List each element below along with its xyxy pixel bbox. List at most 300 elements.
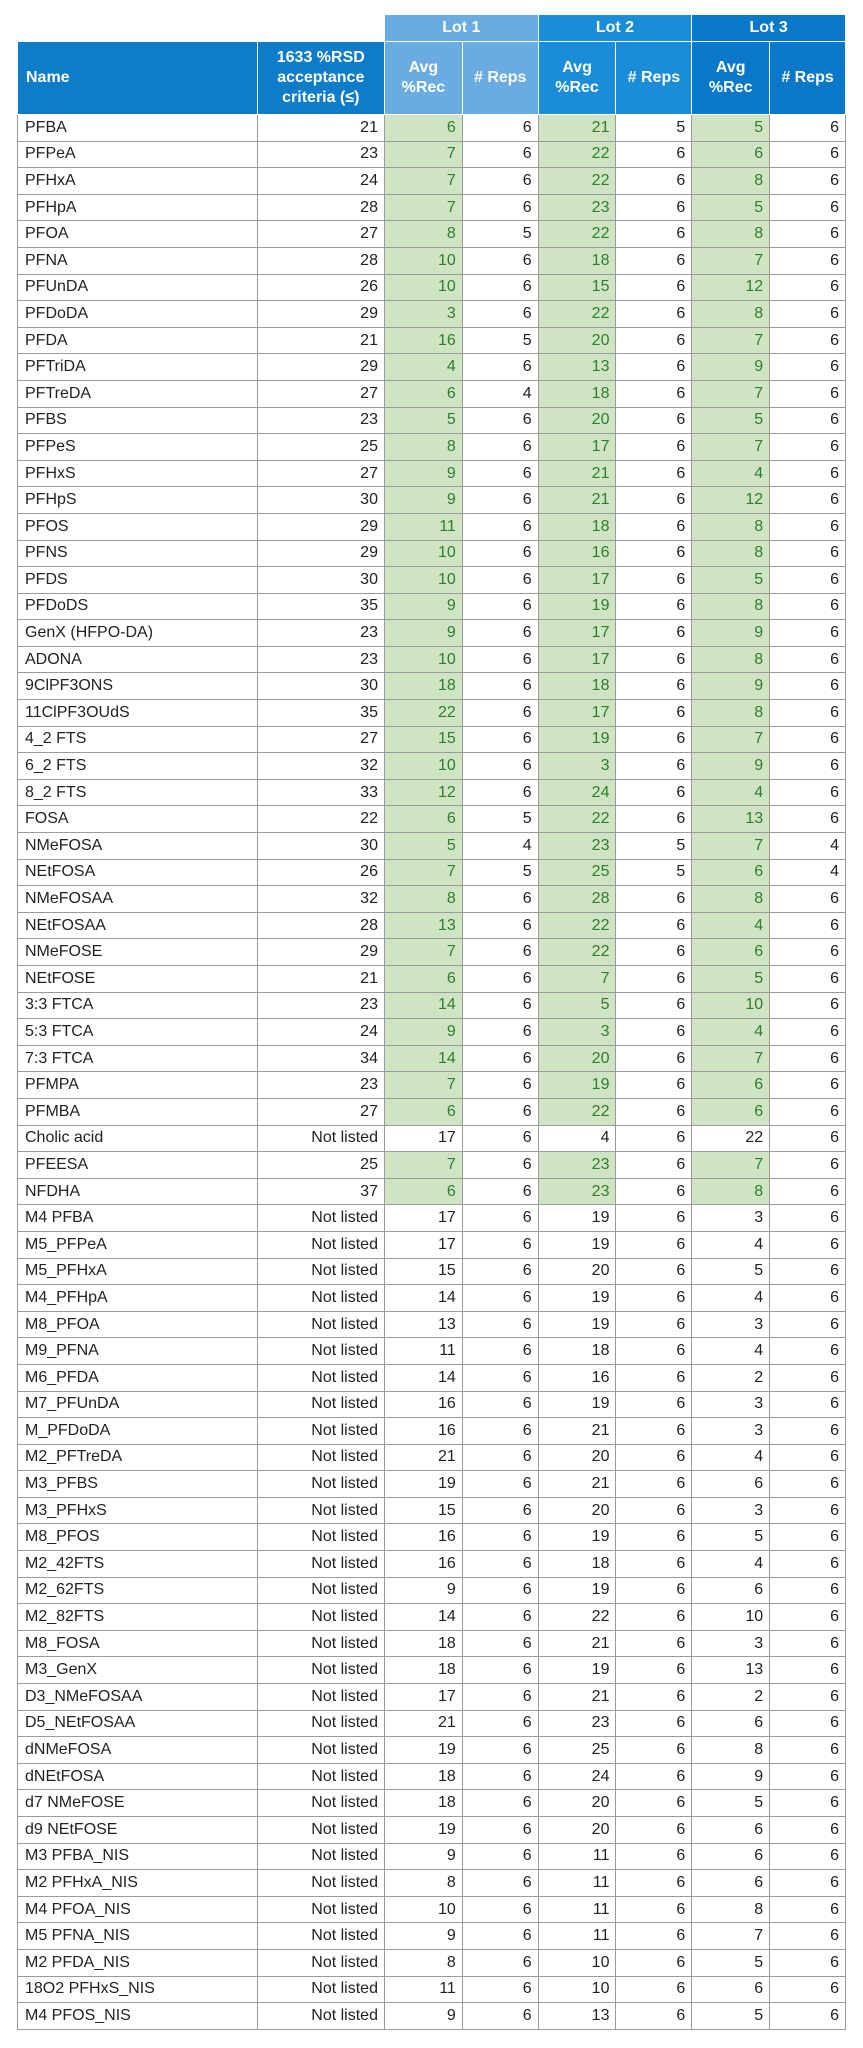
lot-3-reps-cell: 6: [770, 753, 846, 780]
name-cell: 7:3 FTCA: [18, 1045, 258, 1072]
criteria-cell: 27: [257, 726, 384, 753]
lot-3-avg-rec-cell: 4: [692, 1338, 770, 1365]
lot-2-avg-rec-cell: 11: [538, 1896, 616, 1923]
lot-3-avg-rec-cell: 5: [692, 194, 770, 221]
lot-2-reps-cell: 6: [616, 540, 692, 567]
criteria-cell: 35: [257, 700, 384, 727]
lot-2-avg-rec-cell: 21: [538, 460, 616, 487]
lot-3-avg-rec-cell: 5: [692, 1949, 770, 1976]
lot-3-reps-cell: 6: [770, 1710, 846, 1737]
blank-header-cell: [18, 15, 385, 42]
lot-2-avg-rec-cell: 10: [538, 1949, 616, 1976]
criteria-header-line: acceptance: [277, 69, 365, 86]
table-row: [18, 1072, 846, 1099]
lot-3-reps-cell: 6: [770, 1896, 846, 1923]
name-cell: 5:3 FTCA: [18, 1019, 258, 1046]
name-cell: GenX (HFPO-DA): [18, 620, 258, 647]
lot-1-avg-rec-cell: 18: [384, 673, 462, 700]
lot-2-avg-rec-cell: 22: [538, 1604, 616, 1631]
lot-1-avg-rec-cell: 9: [384, 1577, 462, 1604]
lot-1-avg-rec-cell: 7: [384, 141, 462, 168]
table-row: [18, 1471, 846, 1498]
lot-2-reps-cell: 5: [616, 833, 692, 860]
lot-1-header: Lot 1: [384, 15, 538, 42]
lot-3-avg-rec-cell: 6: [692, 939, 770, 966]
table-row: [18, 567, 846, 594]
name-cell: PFTriDA: [18, 354, 258, 381]
lot-2-reps-cell: 6: [616, 806, 692, 833]
lot-3-avg-rec-cell: 4: [692, 460, 770, 487]
lot-2-avg-rec-cell: 10: [538, 1976, 616, 2003]
lot-1-avg-rec-cell: 10: [384, 753, 462, 780]
lot-1-avg-rec-cell: 6: [384, 1098, 462, 1125]
lot-1-reps-cell: 6: [462, 407, 538, 434]
lot-3-avg-rec-cell: 6: [692, 1817, 770, 1844]
lot-2-reps-cell: 6: [616, 1630, 692, 1657]
lot-3-reps-cell: 6: [770, 992, 846, 1019]
lot-2-reps-cell: 6: [616, 753, 692, 780]
criteria-cell: 29: [257, 301, 384, 328]
criteria-cell: 23: [257, 407, 384, 434]
lot-1-reps-cell: 6: [462, 460, 538, 487]
lot-2-reps-cell: 6: [616, 1710, 692, 1737]
name-cell: 6_2 FTS: [18, 753, 258, 780]
lot-1-reps-cell: 6: [462, 1285, 538, 1312]
lot-2-reps-cell: 6: [616, 1976, 692, 2003]
lot-3-avg-rec-cell: 3: [692, 1205, 770, 1232]
lot-2-reps-cell: 6: [616, 487, 692, 514]
lot-1-avg-rec-cell: 18: [384, 1763, 462, 1790]
lot-2-avg-rec-cell: 21: [538, 115, 616, 142]
lot-1-reps-cell: 4: [462, 833, 538, 860]
lot-2-avg-rec-cell: 17: [538, 434, 616, 461]
lot-1-avg-rec-cell: 16: [384, 1524, 462, 1551]
criteria-cell: Not listed: [257, 1231, 384, 1258]
lot-1-reps-cell: 6: [462, 1444, 538, 1471]
lot-3-reps-cell: 6: [770, 1391, 846, 1418]
lot-2-reps-cell: 6: [616, 620, 692, 647]
table-row: [18, 540, 846, 567]
criteria-cell: Not listed: [257, 1790, 384, 1817]
name-cell: M3_PFHxS: [18, 1497, 258, 1524]
lot-3-reps-cell: 6: [770, 513, 846, 540]
criteria-cell: Not listed: [257, 1205, 384, 1232]
criteria-cell: Not listed: [257, 1418, 384, 1445]
lot-2-header: Lot 2: [538, 15, 692, 42]
lot-3-avg-rec-cell: 6: [692, 141, 770, 168]
lot-2-avg-rec-cell: 16: [538, 540, 616, 567]
lot-1-avg-rec-cell: 15: [384, 726, 462, 753]
lot-2-reps-cell: 6: [616, 1870, 692, 1897]
criteria-cell: 27: [257, 221, 384, 248]
table-row: [18, 513, 846, 540]
lot-3-avg-rec-cell: 8: [692, 540, 770, 567]
lot-1-avg-rec-cell: 10: [384, 247, 462, 274]
lot-2-avg-rec-cell: 24: [538, 1763, 616, 1790]
criteria-cell: 30: [257, 833, 384, 860]
lot-3-avg-rec-cell: 8: [692, 700, 770, 727]
lot-3-reps-cell: 6: [770, 567, 846, 594]
lot-2-avg-rec-cell: 11: [538, 1843, 616, 1870]
lot-1-reps-cell: 6: [462, 1896, 538, 1923]
lot-1-avg-rec-cell: 3: [384, 301, 462, 328]
recovery-table-container: [17, 14, 846, 2030]
lot-1-avg-rec-cell: 18: [384, 1630, 462, 1657]
lot-3-reps-cell: 6: [770, 1524, 846, 1551]
lot-1-reps-cell: 6: [462, 1072, 538, 1099]
lot-2-reps-cell: 6: [616, 1737, 692, 1764]
lot-2-reps-cell: 6: [616, 673, 692, 700]
lot-2-reps-cell: 6: [616, 274, 692, 301]
table-row: [18, 1205, 846, 1232]
table-body: [18, 115, 846, 2030]
criteria-cell: 28: [257, 194, 384, 221]
criteria-cell: 35: [257, 593, 384, 620]
lot-3-avg-rec-cell: 6: [692, 1870, 770, 1897]
avg-header-line: %Rec: [401, 79, 446, 96]
lot-3-reps-cell: 6: [770, 1444, 846, 1471]
name-cell: M2 PFDA_NIS: [18, 1949, 258, 1976]
lot-3-reps-cell: 6: [770, 673, 846, 700]
name-cell: NMeFOSAA: [18, 886, 258, 913]
name-cell: M9_PFNA: [18, 1338, 258, 1365]
criteria-cell: 30: [257, 567, 384, 594]
lot-1-avg-rec-cell: 9: [384, 1843, 462, 1870]
lot-2-avg-rec-cell: 22: [538, 912, 616, 939]
criteria-cell: Not listed: [257, 1684, 384, 1711]
name-cell: M4_PFHpA: [18, 1285, 258, 1312]
lot-1-reps-cell: 6: [462, 1258, 538, 1285]
lot-2-avg-rec-cell: 24: [538, 779, 616, 806]
criteria-cell: 28: [257, 247, 384, 274]
lot-2-reps-cell: 6: [616, 513, 692, 540]
lot-2-reps-cell: 6: [616, 1497, 692, 1524]
table-row: [18, 1045, 846, 1072]
criteria-cell: Not listed: [257, 1471, 384, 1498]
lot-1-reps-cell: 6: [462, 2003, 538, 2030]
lot-3-avg-rec-cell: 9: [692, 753, 770, 780]
lot-3-avg-rec-cell: 7: [692, 247, 770, 274]
lot-1-avg-rec-cell: 6: [384, 806, 462, 833]
recovery-table: [17, 14, 846, 2030]
name-cell: PFDoDA: [18, 301, 258, 328]
lot-2-avg-rec-cell: 19: [538, 593, 616, 620]
table-row: [18, 1577, 846, 1604]
table-row: [18, 1364, 846, 1391]
lot-2-reps-cell: 6: [616, 407, 692, 434]
lot-1-avg-rec-cell: 13: [384, 1311, 462, 1338]
table-row: [18, 434, 846, 461]
lot-2-reps-cell: 6: [616, 1364, 692, 1391]
criteria-header-line: 1633 %RSD: [276, 49, 365, 66]
table-row: [18, 912, 846, 939]
lot-1-avg-rec-cell: 16: [384, 1391, 462, 1418]
lot-3-reps-cell: 4: [770, 859, 846, 886]
lot-1-avg-rec-cell: 17: [384, 1684, 462, 1711]
criteria-cell: Not listed: [257, 1817, 384, 1844]
lot-1-avg-rec-cell: 13: [384, 912, 462, 939]
table-row: [18, 886, 846, 913]
name-cell: ADONA: [18, 646, 258, 673]
name-cell: NEtFOSAA: [18, 912, 258, 939]
table-row: [18, 1710, 846, 1737]
lot-1-reps-cell: 6: [462, 700, 538, 727]
lot-1-avg-rec-cell: 7: [384, 1152, 462, 1179]
lot-2-reps-cell: 6: [616, 1843, 692, 1870]
criteria-cell: 29: [257, 939, 384, 966]
lot-2-reps-cell: 6: [616, 194, 692, 221]
lot-1-reps-cell: 6: [462, 274, 538, 301]
name-cell: M8_PFOA: [18, 1311, 258, 1338]
lot-2-avg-rec-cell: 20: [538, 327, 616, 354]
name-cell: M2 PFHxA_NIS: [18, 1870, 258, 1897]
lot-3-avg-rec-cell: 5: [692, 2003, 770, 2030]
lot-1-reps-cell: 6: [462, 194, 538, 221]
table-row: [18, 1125, 846, 1152]
criteria-cell: 29: [257, 354, 384, 381]
criteria-cell: 24: [257, 1019, 384, 1046]
lot-3-avg-rec-cell: 8: [692, 646, 770, 673]
table-row: [18, 168, 846, 195]
lot-1-reps-cell: 6: [462, 1737, 538, 1764]
lot-2-avg-rec-cell: 21: [538, 487, 616, 514]
lot-2-reps-cell: 6: [616, 1923, 692, 1950]
lot-3-avg-rec-cell: 10: [692, 992, 770, 1019]
lot-2-reps-header: # Reps: [616, 42, 692, 115]
lot-2-reps-cell: 6: [616, 1019, 692, 1046]
lot-1-avg-rec-cell: 15: [384, 1258, 462, 1285]
table-row: [18, 380, 846, 407]
lot-2-reps-cell: 6: [616, 221, 692, 248]
lot-1-reps-cell: 6: [462, 726, 538, 753]
lot-3-reps-cell: 6: [770, 1285, 846, 1312]
lot-3-avg-rec-cell: 3: [692, 1497, 770, 1524]
lot-3-reps-cell: 6: [770, 1364, 846, 1391]
lot-1-avg-rec-cell: 16: [384, 1551, 462, 1578]
lot-1-avg-rec-cell: 9: [384, 487, 462, 514]
criteria-cell: Not listed: [257, 1630, 384, 1657]
lot-2-reps-cell: 6: [616, 700, 692, 727]
lot-3-reps-cell: 6: [770, 593, 846, 620]
lot-3-reps-cell: 6: [770, 354, 846, 381]
criteria-cell: Not listed: [257, 1338, 384, 1365]
lot-3-reps-cell: 6: [770, 1949, 846, 1976]
name-cell: PFBS: [18, 407, 258, 434]
table-row: [18, 833, 846, 860]
lot-2-reps-cell: 6: [616, 380, 692, 407]
name-cell: PFPeA: [18, 141, 258, 168]
lot-2-avg-rec-cell: 19: [538, 1285, 616, 1312]
lot-3-avg-rec-cell: 6: [692, 1577, 770, 1604]
name-cell: 8_2 FTS: [18, 779, 258, 806]
lot-1-reps-cell: 6: [462, 1577, 538, 1604]
criteria-cell: 34: [257, 1045, 384, 1072]
lot-1-reps-cell: 6: [462, 1817, 538, 1844]
lot-1-reps-cell: 6: [462, 1338, 538, 1365]
lot-1-reps-cell: 6: [462, 1019, 538, 1046]
lot-2-reps-cell: 6: [616, 1790, 692, 1817]
name-cell: 4_2 FTS: [18, 726, 258, 753]
table-row: [18, 806, 846, 833]
criteria-cell: Not listed: [257, 1497, 384, 1524]
lot-3-reps-cell: 6: [770, 1684, 846, 1711]
lot-2-reps-cell: 6: [616, 1471, 692, 1498]
lot-1-avg-rec-cell: 14: [384, 1045, 462, 1072]
lot-2-reps-cell: 6: [616, 301, 692, 328]
lot-2-reps-cell: 6: [616, 1949, 692, 1976]
lot-2-avg-rec-cell: 18: [538, 380, 616, 407]
lot-1-reps-cell: 6: [462, 1391, 538, 1418]
criteria-cell: 23: [257, 1072, 384, 1099]
name-cell: PFHxA: [18, 168, 258, 195]
lot-1-avg-rec-cell: 11: [384, 1976, 462, 2003]
lot-1-reps-cell: 6: [462, 1949, 538, 1976]
table-row: [18, 1152, 846, 1179]
name-cell: PFNS: [18, 540, 258, 567]
lot-1-avg-rec-cell: 11: [384, 513, 462, 540]
criteria-cell: 28: [257, 912, 384, 939]
name-cell: PFUnDA: [18, 274, 258, 301]
lot-1-avg-rec-cell: 9: [384, 1019, 462, 1046]
lot-3-avg-rec-cell: 4: [692, 1019, 770, 1046]
table-row: [18, 115, 846, 142]
lot-1-avg-rec-cell: 5: [384, 833, 462, 860]
lot-1-avg-rec-cell: 8: [384, 434, 462, 461]
lot-3-reps-cell: 6: [770, 1178, 846, 1205]
lot-3-reps-cell: 6: [770, 407, 846, 434]
lot-3-avg-rec-cell: 4: [692, 1231, 770, 1258]
lot-2-avg-rec-cell: 13: [538, 354, 616, 381]
table-row: [18, 1391, 846, 1418]
column-header-row: [18, 42, 846, 115]
avg-header-line: Avg: [562, 59, 592, 76]
lot-1-reps-cell: 6: [462, 567, 538, 594]
lot-2-reps-cell: 6: [616, 1577, 692, 1604]
lot-2-avg-rec-cell: 11: [538, 1923, 616, 1950]
lot-2-reps-cell: 6: [616, 886, 692, 913]
lot-3-reps-cell: 6: [770, 1976, 846, 2003]
lot-3-reps-cell: 6: [770, 1497, 846, 1524]
criteria-cell: Not listed: [257, 1311, 384, 1338]
lot-1-reps-cell: 6: [462, 1178, 538, 1205]
lot-2-reps-cell: 6: [616, 168, 692, 195]
lot-2-reps-cell: 6: [616, 912, 692, 939]
lot-3-avg-rec-cell: 4: [692, 1444, 770, 1471]
lot-3-reps-cell: 6: [770, 168, 846, 195]
lot-1-avg-rec-cell: 17: [384, 1205, 462, 1232]
lot-3-avg-rec-cell: 5: [692, 1524, 770, 1551]
table-row: [18, 1737, 846, 1764]
lot-1-reps-cell: 6: [462, 1471, 538, 1498]
lot-1-reps-cell: 6: [462, 939, 538, 966]
table-row: [18, 1098, 846, 1125]
table-row: [18, 1311, 846, 1338]
avg-header-line: %Rec: [555, 79, 599, 96]
table-row: [18, 939, 846, 966]
table-row: [18, 1178, 846, 1205]
lot-2-avg-rec-cell: 17: [538, 620, 616, 647]
lot-3-avg-rec-cell: 3: [692, 1311, 770, 1338]
lot-2-avg-rec-cell: 20: [538, 1497, 616, 1524]
lot-3-reps-cell: 6: [770, 1231, 846, 1258]
lot-3-reps-cell: 6: [770, 1311, 846, 1338]
lot-3-avg-rec-cell: 6: [692, 1976, 770, 2003]
lot-3-reps-cell: 6: [770, 301, 846, 328]
criteria-cell: 21: [257, 327, 384, 354]
criteria-cell: Not listed: [257, 1285, 384, 1312]
name-cell: M4 PFBA: [18, 1205, 258, 1232]
lot-2-reps-cell: 6: [616, 939, 692, 966]
name-cell: M2_PFTreDA: [18, 1444, 258, 1471]
table-row: [18, 1630, 846, 1657]
lot-1-reps-cell: 4: [462, 380, 538, 407]
name-cell: dNEtFOSA: [18, 1763, 258, 1790]
table-row: [18, 487, 846, 514]
lot-3-avg-rec-cell: 7: [692, 1923, 770, 1950]
table-row: [18, 646, 846, 673]
lot-2-avg-rec-cell: 20: [538, 1790, 616, 1817]
lot-2-reps-cell: 6: [616, 1311, 692, 1338]
lot-2-reps-cell: 6: [616, 1045, 692, 1072]
lot-1-avg-rec-cell: 17: [384, 1231, 462, 1258]
criteria-cell: 26: [257, 274, 384, 301]
criteria-cell: 23: [257, 141, 384, 168]
table-row: [18, 1684, 846, 1711]
lot-2-reps-cell: 6: [616, 593, 692, 620]
table-row: [18, 726, 846, 753]
lot-1-avg-rec-cell: 16: [384, 1418, 462, 1445]
lot-3-avg-rec-cell: 8: [692, 1896, 770, 1923]
criteria-cell: 23: [257, 646, 384, 673]
lot-2-reps-cell: 6: [616, 141, 692, 168]
lot-2-reps-cell: 6: [616, 1338, 692, 1365]
lot-2-avg-rec-cell: 16: [538, 1364, 616, 1391]
lot-3-reps-cell: 6: [770, 912, 846, 939]
table-row: [18, 354, 846, 381]
criteria-cell: 25: [257, 1152, 384, 1179]
lot-3-avg-rec-cell: 2: [692, 1364, 770, 1391]
lot-3-reps-cell: 6: [770, 620, 846, 647]
lot-3-reps-cell: 6: [770, 1125, 846, 1152]
criteria-cell: 32: [257, 753, 384, 780]
lot-2-reps-cell: 6: [616, 1418, 692, 1445]
lot-3-reps-cell: 6: [770, 646, 846, 673]
lot-1-reps-cell: 6: [462, 1551, 538, 1578]
criteria-cell: Not listed: [257, 1976, 384, 2003]
lot-2-avg-rec-cell: 17: [538, 700, 616, 727]
name-cell: M4 PFOA_NIS: [18, 1896, 258, 1923]
lot-1-reps-cell: 6: [462, 1684, 538, 1711]
table-row: [18, 1604, 846, 1631]
criteria-cell: Not listed: [257, 1391, 384, 1418]
lot-3-avg-rec-cell: 8: [692, 593, 770, 620]
lot-2-avg-rec-cell: 15: [538, 274, 616, 301]
name-cell: FOSA: [18, 806, 258, 833]
table-row: [18, 753, 846, 780]
lot-1-avg-rec-cell: 9: [384, 2003, 462, 2030]
name-cell: M8_PFOS: [18, 1524, 258, 1551]
lot-1-reps-cell: 5: [462, 327, 538, 354]
criteria-cell: Not listed: [257, 1551, 384, 1578]
lot-2-avg-rec-cell: 20: [538, 407, 616, 434]
lot-3-avg-rec-cell: 3: [692, 1391, 770, 1418]
lot-2-avg-rec-cell: 21: [538, 1471, 616, 1498]
lot-3-avg-rec-cell: 5: [692, 407, 770, 434]
lot-3-reps-cell: 6: [770, 2003, 846, 2030]
lot-2-reps-cell: 6: [616, 1072, 692, 1099]
lot-1-avg-rec-cell: 7: [384, 859, 462, 886]
table-row: [18, 460, 846, 487]
